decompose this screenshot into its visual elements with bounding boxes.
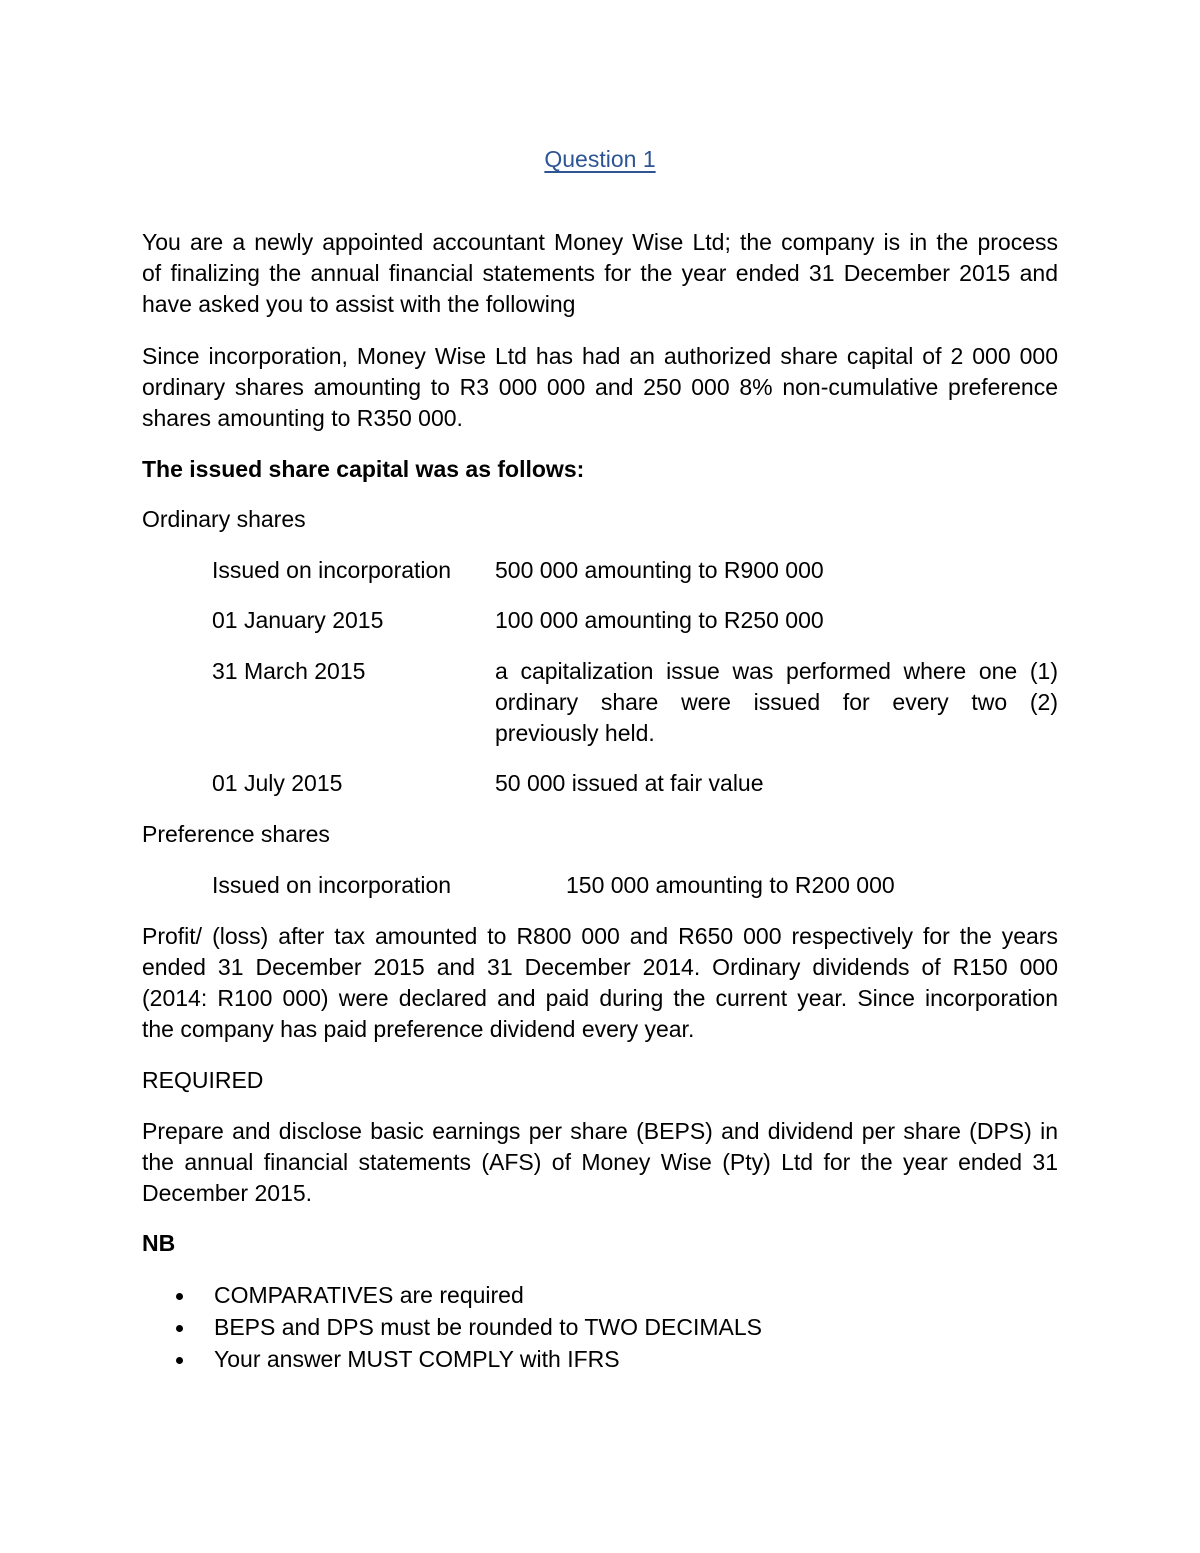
required-line: December 2015.: [142, 1180, 313, 1206]
capital-line: ordinary shares amounting to R3 000 000 and 250 000 8% non-cumulative preference: [142, 374, 1058, 400]
ordinary-row-desc-line: a capitalization issue was performed where one (1): [495, 658, 1058, 684]
ordinary-row-desc-line: ordinary share were issued for every two (2): [495, 689, 1058, 715]
preference-row-date: Issued on incorporation: [212, 872, 452, 898]
bullet-icon: [176, 1293, 183, 1300]
question-title: Question 1: [544, 146, 656, 172]
bullet-icon: [176, 1325, 183, 1332]
profit-paragraph: [142, 921, 1058, 1045]
ordinary-row-desc: 50 000 issued at fair value: [495, 770, 764, 796]
capital-paragraph: [142, 341, 1058, 434]
nb-list-item: BEPS and DPS must be rounded to TWO DECIMALS: [214, 1314, 762, 1340]
profit-line: (2014: R100 000) were declared and paid during the current year. Since incorporation: [142, 985, 1058, 1011]
intro-line: have asked you to assist with the following: [142, 291, 576, 317]
ordinary-row-date: Issued on incorporation: [212, 557, 452, 583]
profit-line: Profit/ (loss) after tax amounted to R800 000 and R650 000 respectively for the years: [142, 923, 1058, 949]
required-heading: REQUIRED: [142, 1067, 264, 1093]
preference-row-desc: 150 000 amounting to R200 000: [566, 872, 895, 898]
required-paragraph: [142, 1116, 1058, 1209]
preference-shares-heading: Preference shares: [142, 821, 330, 847]
profit-line: ended 31 December 2015 and 31 December 2014. Ordinary dividends of R150 000: [142, 954, 1058, 980]
nb-heading: NB: [142, 1230, 176, 1256]
capital-line: shares amounting to R350 000.: [142, 405, 463, 431]
profit-line: the company has paid preference dividend every year.: [142, 1016, 695, 1042]
required-line: Prepare and disclose basic earnings per share (BEPS) and dividend per share (DPS) in: [142, 1118, 1058, 1144]
ordinary-shares-heading: Ordinary shares: [142, 506, 306, 532]
ordinary-row-date: 01 January 2015: [212, 607, 384, 633]
nb-list-item: COMPARATIVES are required: [214, 1282, 524, 1308]
bullet-icon: [176, 1357, 183, 1364]
ordinary-row-desc-line: previously held.: [495, 720, 655, 746]
issued-heading: The issued share capital was as follows:: [142, 456, 585, 482]
ordinary-row-date: 01 July 2015: [212, 770, 343, 796]
ordinary-row-desc: 500 000 amounting to R900 000: [495, 557, 824, 583]
intro-line: of finalizing the annual financial statements for the year ended 31 December 2015 and: [142, 260, 1058, 286]
ordinary-row-date: 31 March 2015: [212, 658, 366, 684]
ordinary-row-desc: [495, 656, 1058, 749]
ordinary-row-desc: 100 000 amounting to R250 000: [495, 607, 824, 633]
intro-line: You are a newly appointed accountant Money Wise Ltd; the company is in the process: [142, 229, 1058, 255]
nb-list-item: Your answer MUST COMPLY with IFRS: [214, 1346, 620, 1372]
required-line: the annual financial statements (AFS) of Money Wise (Pty) Ltd for the year ended 31: [142, 1149, 1058, 1175]
capital-line: Since incorporation, Money Wise Ltd has had an authorized share capital of 2 000 000: [142, 343, 1058, 369]
intro-paragraph: [142, 227, 1058, 320]
